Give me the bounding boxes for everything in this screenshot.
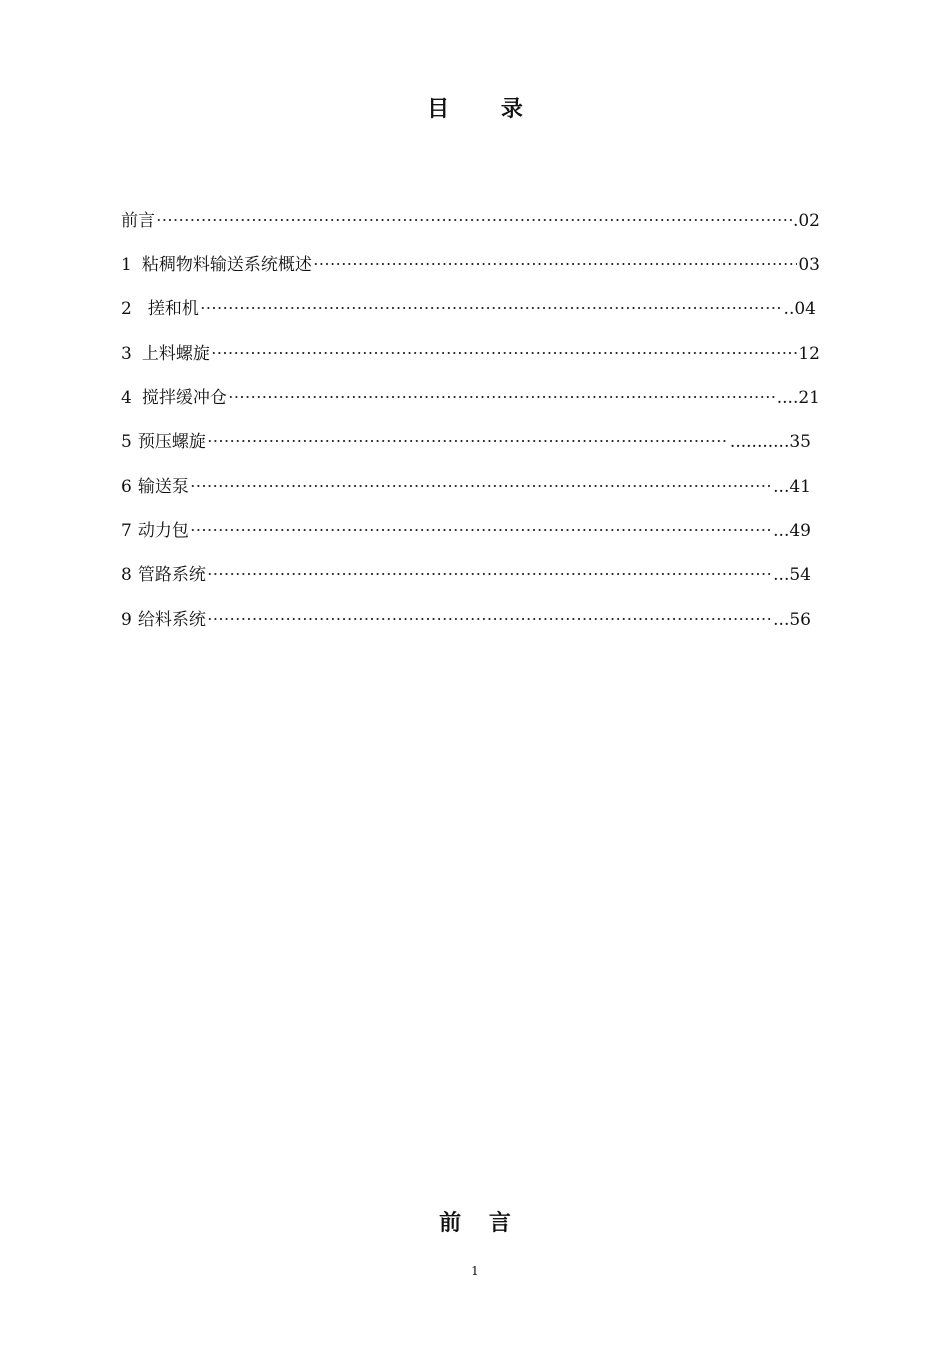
toc-dot-leader: [156, 209, 792, 227]
toc-entry-number: 2: [121, 299, 132, 319]
toc-entry-number: 7: [121, 521, 132, 541]
toc-entry-page: ..04: [783, 299, 816, 319]
toc-dot-leader: [190, 475, 772, 493]
toc-entry-label: 预压螺旋: [137, 432, 206, 452]
toc-entry-1[interactable]: [121, 250, 820, 276]
toc-dot-leader: [190, 519, 772, 537]
toc-entry-number: 6: [121, 477, 132, 497]
toc-dot-leader: [211, 342, 798, 360]
toc-entry-label: 管路系统: [137, 565, 206, 585]
toc-entry-7[interactable]: [121, 516, 811, 542]
toc-entry-number: 5: [121, 432, 132, 452]
toc-entry-label: 搅拌缓冲仓: [141, 388, 227, 408]
toc-title: 目 录: [427, 97, 545, 122]
toc-entry-label: 动力包: [137, 521, 189, 541]
toc-dot-leader: [200, 297, 783, 315]
toc-entry-label: 给料系统: [137, 610, 206, 630]
toc-entry-9[interactable]: [121, 605, 811, 631]
page-number: 1: [471, 1264, 479, 1278]
toc-entry-page: ...56: [773, 610, 811, 630]
toc-entry-3[interactable]: [121, 339, 820, 365]
toc-dot-leader: [207, 608, 772, 626]
toc-entry-label: 粘稠物料输送系统概述: [141, 255, 312, 275]
toc-dot-leader: [313, 253, 798, 271]
toc-entry-page: ...41: [773, 477, 811, 497]
toc-entry-number: 8: [121, 565, 132, 585]
toc-entry-number: 3: [121, 344, 132, 364]
toc-entry-label: 上料螺旋: [141, 344, 210, 364]
toc-entry-label: 输送泵: [137, 477, 189, 497]
toc-entry-5[interactable]: [121, 427, 811, 453]
toc-entry-number: 1: [121, 255, 132, 275]
toc-entry-page: ...54: [773, 565, 811, 585]
toc-entry-label: 搓和机: [147, 299, 199, 319]
toc-entry-preface[interactable]: [121, 206, 820, 232]
toc-entry-2[interactable]: [121, 294, 816, 320]
toc-entry-page: 12: [798, 344, 820, 364]
toc-dot-leader: [228, 386, 776, 404]
toc-entry-label: 前言: [121, 211, 155, 231]
toc-entry-page: .02: [792, 211, 820, 231]
toc-entry-4[interactable]: [121, 383, 820, 409]
toc-entry-page: ...49: [773, 521, 811, 541]
toc-entry-page: ...........35: [729, 432, 811, 452]
toc-entry-number: 9: [121, 610, 132, 630]
section-title-preface: 前 言: [439, 1211, 521, 1236]
toc-entry-page: 03: [798, 255, 820, 275]
toc-entry-page: ....21: [776, 388, 820, 408]
toc-entry-8[interactable]: [121, 560, 811, 586]
toc-entry-6[interactable]: [121, 472, 811, 498]
toc-dot-leader: [207, 563, 772, 581]
toc-dot-leader: [207, 430, 729, 448]
toc-entry-number: 4: [121, 388, 132, 408]
